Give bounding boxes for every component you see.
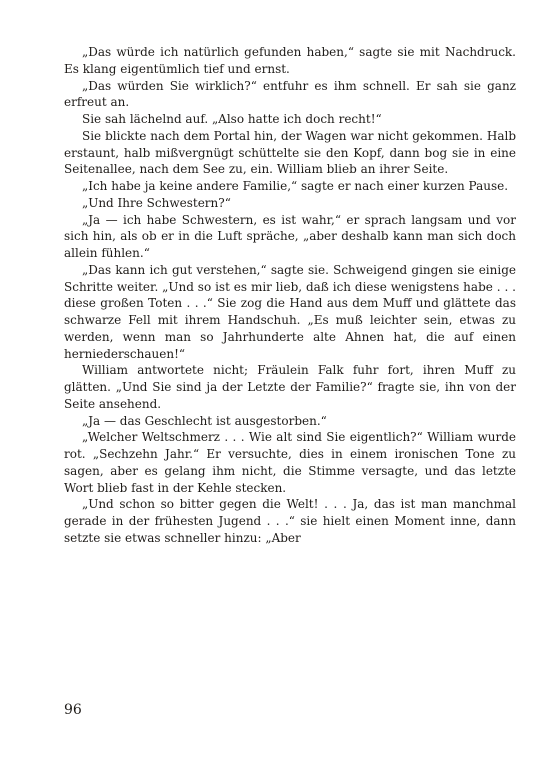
paragraph: „Und schon so bitter gegen die Welt! . . . Ja, das ist man manchmal gerade in der frühesten Jugend . . .“ sie hielt einen Moment inne, dann setzte sie etwas schneller hinzu: „Aber — [64, 497, 516, 545]
paragraph: „Das kann ich gut verstehen,“ sagte sie. Schweigend gingen sie einige Schritte weiter. „Und so ist es mir lieb, daß ich diese wenigstens habe . . . diese großen Toten . . .“ Sie zog die Hand aus dem Muff und glättete das schwarze Fell mit ihrem Handschuh. „Es muß leichter sein, etwas zu werden, wenn man so Jahrhunderte alte Ahnen hat, die auf einen herniederschauen!“ — [64, 262, 516, 361]
page-body — [64, 44, 516, 547]
paragraph: Sie blickte nach dem Portal hin, der Wagen war nicht gekommen. Halb erstaunt, halb mißvergnügt schüttelte sie den Kopf, dann bog sie in eine Seitenallee, nach dem See zu, ein. William blieb an ihrer Seite. — [64, 128, 516, 177]
paragraph: „Ja — das Geschlecht ist ausgestorben.“ — [82, 413, 327, 428]
paragraph: „Welcher Weltschmerz . . . Wie alt sind Sie eigentlich?“ William wurde rot. „Sechzehn Jahr.“ Er versuchte, dies in einem ironischen Tone zu sagen, aber es gelang ihm nicht, die Stimme versagte, und das letzte Wort blieb fast in der Kehle stecken. — [64, 430, 516, 495]
paragraph: „Das würde ich natürlich gefunden haben,“ sagte sie mit Nachdruck. Es klang eigentümlich tief und ernst. — [64, 45, 516, 76]
paragraph: William antwortete nicht; Fräulein Falk fuhr fort, ihren Muff zu glätten. „Und Sie sind ja der Letzte der Familie?“ fragte sie, ihn von der Seite ansehend. — [64, 363, 516, 411]
paragraph: Sie sah lächelnd auf. „Also hatte ich doch recht!“ — [82, 112, 382, 126]
paragraph: „Das würden Sie wirklich?“ entfuhr es ihm schnell. Er sah sie ganz erfreut an. — [64, 78, 516, 110]
page-number: 96 — [64, 702, 82, 718]
paragraph: „Ich habe ja keine andere Familie,“ sagte er nach einer kurzen Pause. — [82, 179, 509, 193]
paragraph: „Ja — ich habe Schwestern, es ist wahr,“ er sprach langsam und vor sich hin, als ob er in die Luft spräche, „aber deshalb kann man sich doch allein fühlen.“ — [64, 212, 516, 260]
paragraph: „Und Ihre Schwestern?“ — [82, 195, 231, 210]
